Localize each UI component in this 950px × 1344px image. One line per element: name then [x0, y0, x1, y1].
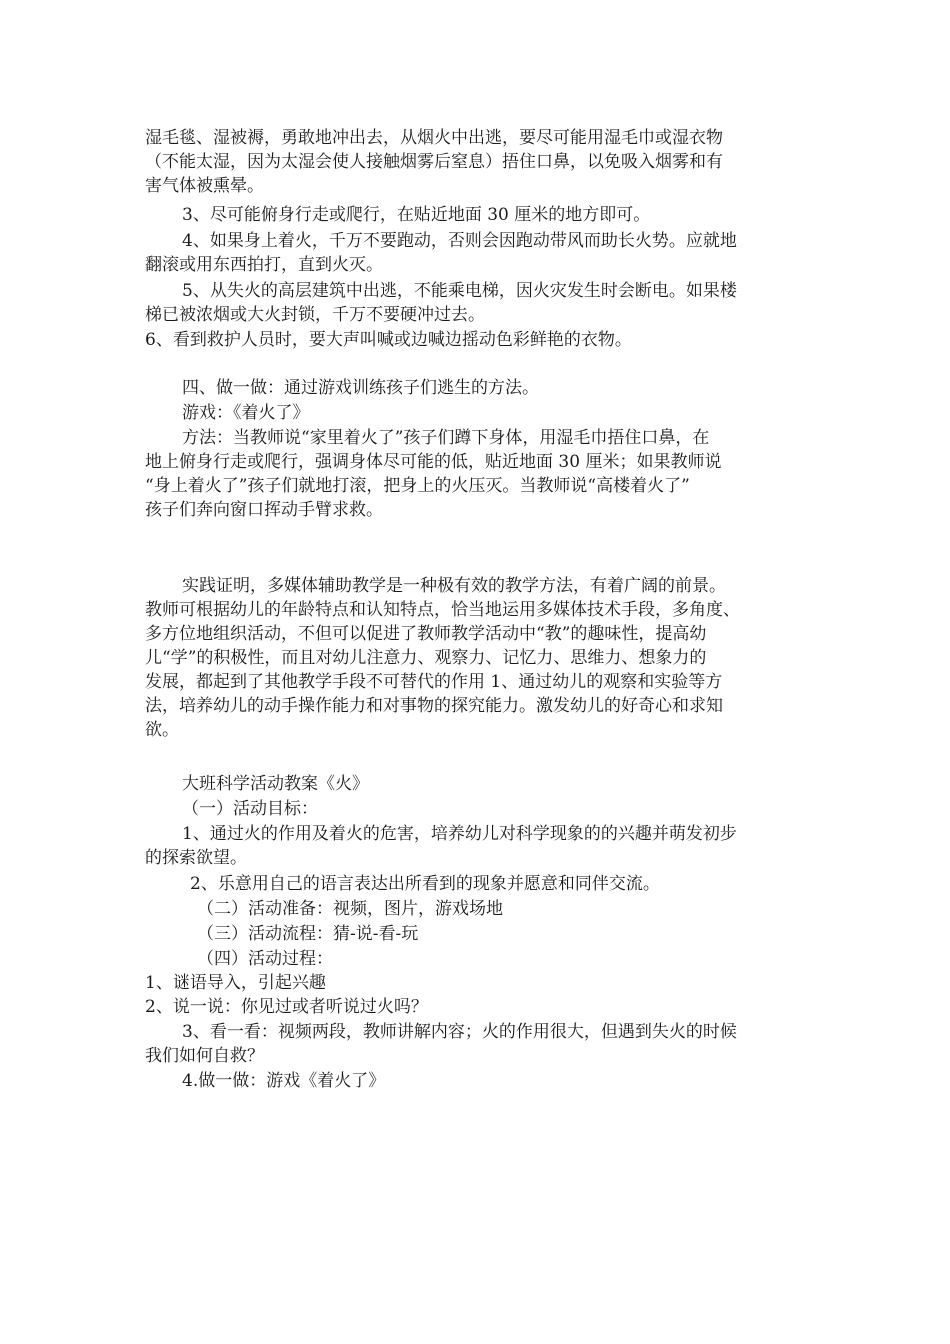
text-line: 3、尽可能俯身行走或爬行，在贴近地面 30 厘米的地方即可。: [182, 205, 651, 225]
text-line: 四、做一做：通过游戏训练孩子们逃生的方法。: [182, 378, 539, 398]
text-line: 方法：当教师说“家里着火了”孩子们蹲下身体，用湿毛巾捂住口鼻，在: [182, 428, 710, 448]
tip-6: [145, 328, 813, 352]
text-line: 翻滚或用东西拍打，直到火灭。: [145, 255, 383, 275]
text-line: 多方位地组织活动，不但可以促进了教师教学活动中“教”的趣味性，提高幼: [145, 624, 707, 644]
game-title: [145, 401, 813, 425]
activity-flow: [145, 922, 813, 946]
text-line: （一）活动目标：: [182, 799, 318, 819]
lesson-plan-title: [145, 772, 813, 796]
text-line: 实践证明，多媒体辅助教学是一种极有效的教学方法，有着广阔的前景。: [182, 576, 726, 596]
escape-tips-paragraph: [145, 126, 813, 198]
text-line: （二）活动准备：视频，图片，游戏场地: [197, 899, 503, 919]
step-3: [145, 1020, 813, 1068]
text-line: 5、从失火的高层建筑中出逃，不能乘电梯，因火灾发生时会断电。如果楼: [182, 281, 737, 301]
text-line: 游戏：《着火了》: [182, 403, 310, 423]
text-line: （三）活动流程：猜-说-看-玩: [197, 924, 419, 944]
text-line: 害气体被熏晕。: [145, 176, 264, 196]
game-method: [145, 426, 813, 522]
text-line: 1、谜语导入，引起兴趣: [145, 973, 326, 993]
text-line: 1、通过火的作用及着火的危害，培养幼儿对科学现象的的兴趣并萌发初步: [182, 824, 737, 844]
text-line: 4、如果身上着火，千万不要跑动，否则会因跑动带风而助长火势。应就地: [182, 231, 737, 251]
text-line: 6、看到救护人员时，要大声叫喊或边喊边摇动色彩鲜艳的衣物。: [145, 330, 632, 350]
text-line: （四）活动过程：: [197, 949, 333, 969]
process-heading: [145, 947, 813, 971]
text-line: 湿毛毯、湿被褥，勇敢地冲出去，从烟火中出逃，要尽可能用湿毛巾或湿衣物: [145, 128, 723, 148]
step-4: [145, 1069, 813, 1093]
text-line: 地上俯身行走或爬行，强调身体尽可能的低，贴近地面 30 厘米；如果教师说: [145, 452, 722, 472]
text-line: 法，培养幼儿的动手操作能力和对事物的探究能力。激发幼儿的好奇心和求知: [145, 696, 723, 716]
text-line: 欲。: [145, 720, 179, 740]
text-line: （不能太湿，因为太湿会使人接触烟雾后窒息）捂住口鼻，以免吸入烟雾和有: [145, 152, 723, 172]
text-line: 大班科学活动教案《火》: [182, 774, 369, 794]
tip-3: [145, 203, 813, 227]
text-line: 2、说一说：你见过或者听说过火吗？: [145, 997, 428, 1017]
multimedia-paragraph: [145, 574, 813, 742]
goal-2: [145, 872, 813, 896]
text-line: 梯已被浓烟或大火封锁，千万不要硬冲过去。: [145, 305, 485, 325]
text-line: 4.做一做：游戏《着火了》: [182, 1071, 386, 1091]
text-line: 孩子们奔向窗口挥动手臂求救。: [145, 500, 383, 520]
text-line: “身上着火了”孩子们就地打滚，把身上的火压灭。当教师说“高楼着火了”: [145, 476, 690, 496]
step-2: [145, 995, 813, 1019]
preparation: [145, 897, 813, 921]
goal-heading: [145, 797, 813, 821]
text-line: 教师可根据幼儿的年龄特点和认知特点，恰当地运用多媒体技术手段，多角度、: [145, 600, 740, 620]
goal-1: [145, 822, 813, 870]
text-line: 儿“学”的积极性，而且对幼儿注意力、观察力、记忆力、思维力、想象力的: [145, 648, 707, 668]
text-line: 我们如何自救？: [145, 1046, 264, 1066]
text-line: 2、乐意用自己的语言表达出所看到的现象并愿意和同伴交流。: [190, 874, 660, 894]
text-line: 发展，都起到了其他教学手段不可替代的作用 1、通过幼儿的观察和实验等方: [145, 672, 723, 692]
tip-5: [145, 279, 813, 327]
text-line: 3、看一看：视频两段，教师讲解内容；火的作用很大，但遇到失火的时候: [182, 1022, 737, 1042]
game-section-heading: [145, 376, 813, 400]
step-1: [145, 971, 813, 995]
tip-4: [145, 229, 813, 277]
text-line: 的探索欲望。: [145, 848, 247, 868]
